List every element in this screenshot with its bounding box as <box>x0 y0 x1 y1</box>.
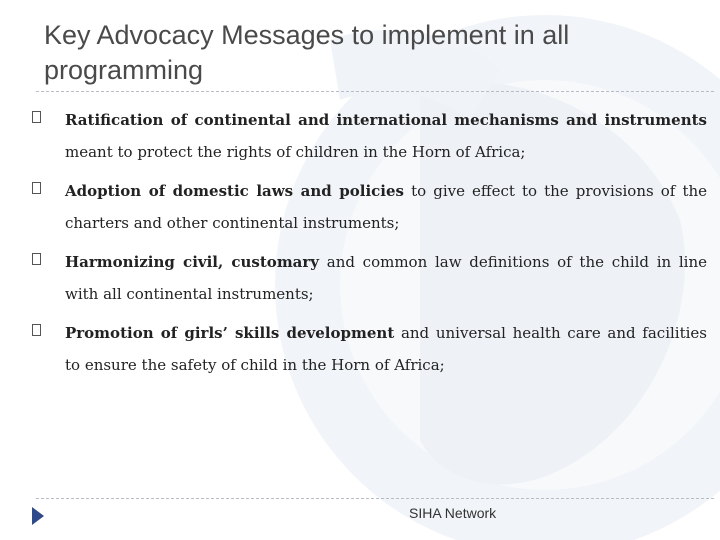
bullet-emphasis: Adoption of domestic laws and policies <box>65 182 404 200</box>
list-item <box>32 172 708 243</box>
bullet-emphasis: Ratification of continental and international mechanisms and instruments <box>65 111 707 129</box>
bullet-body: and universal health care and facilities to ensure the safety of child in the Horn of Africa; <box>65 324 707 374</box>
square-bullet-icon <box>32 324 41 336</box>
list-item <box>32 101 707 172</box>
top-divider <box>36 91 714 92</box>
triangle-arrow-icon[interactable] <box>31 506 45 526</box>
bullet-emphasis: Harmonizing civil, customary <box>65 253 320 271</box>
bullet-body: and common law definitions of the child in line with all continental instruments; <box>65 253 708 303</box>
list-item <box>32 243 708 314</box>
bullet-text <box>65 246 707 310</box>
square-bullet-icon <box>32 182 41 194</box>
bullet-emphasis: Promotion of girls’ skills development <box>65 324 395 342</box>
list-item <box>32 314 707 385</box>
bottom-divider <box>36 498 714 499</box>
bullet-text <box>65 104 707 168</box>
bullet-text <box>65 175 707 239</box>
bullet-body: meant to protect the rights of children in the Horn of Africa; <box>65 143 526 161</box>
bullet-list <box>32 101 708 385</box>
square-bullet-icon <box>32 111 41 123</box>
square-bullet-icon <box>32 253 41 265</box>
footer-label: SIHA Network <box>409 505 497 521</box>
slide-title: Key Advocacy Messages to implement in all programming <box>44 20 570 85</box>
bullet-text <box>65 317 707 381</box>
bullet-body: to give effect to the provisions of the charters and other continental instruments; <box>65 182 708 232</box>
